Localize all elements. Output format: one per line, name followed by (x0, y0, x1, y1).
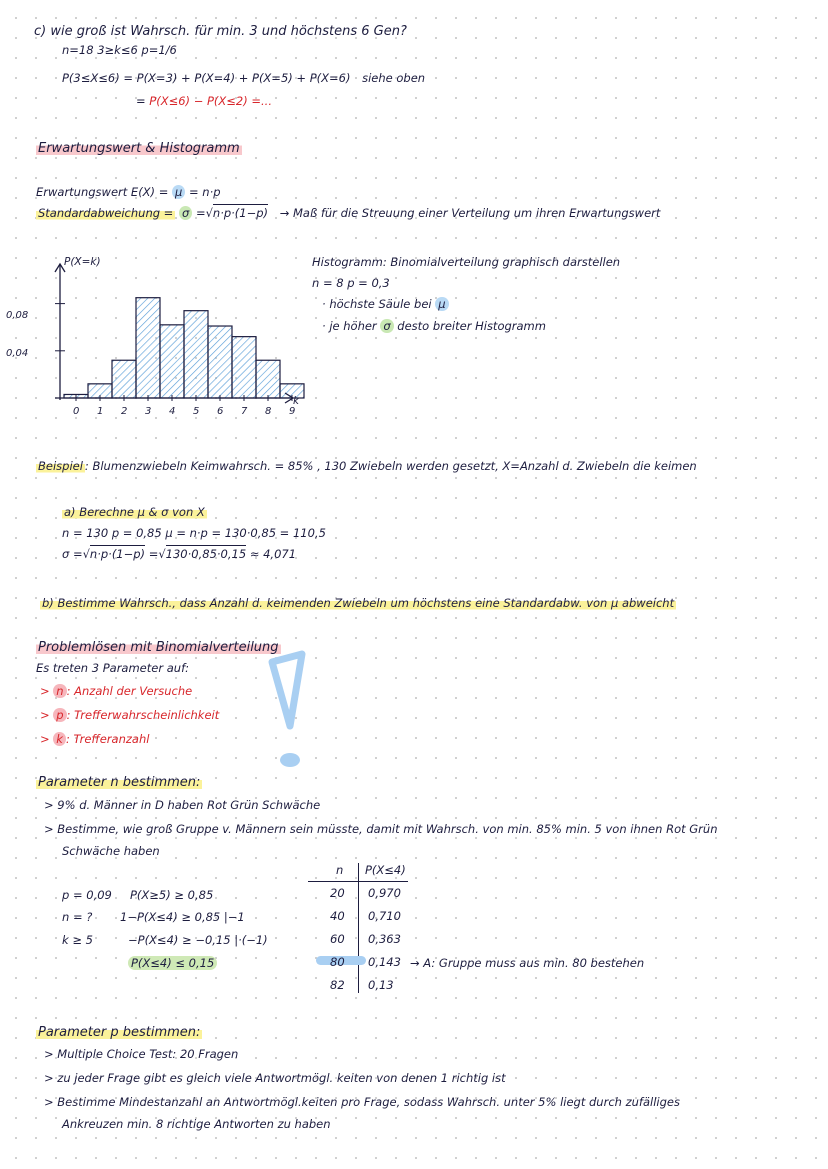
param-item-k: > k : Trefferanzahl (40, 732, 150, 746)
given-p: p = 0,09 (62, 888, 112, 902)
table-answer: → A: Gruppe muss aus min. 80 bestehen (410, 956, 645, 970)
mu-symbol: μ (172, 185, 185, 199)
param-item-p: > p : Trefferwahrscheinlichkeit (40, 708, 220, 722)
hist-bar-8 (256, 360, 280, 398)
param-item-n: > n : Anzahl der Versuche (40, 684, 193, 698)
mu-symbol-2: μ (435, 297, 448, 311)
param-n-b2-cont: Schwäche haben (62, 844, 160, 858)
table-cell-p: 0,970 (368, 886, 401, 900)
x-tick-label: 5 (193, 406, 200, 417)
table-divider (358, 863, 359, 993)
x-tick-label: 0 (73, 406, 80, 417)
table-cell-n: 82 (330, 978, 345, 992)
a-root-2: 130·0,85·0,15 (165, 547, 247, 561)
param-p-b3: > Bestimme Mindestanzahl an Antwortmögl.keiten pro Frage, sodass Wahrsch. unter 5% liegt durch zufälliges (44, 1095, 680, 1109)
a-line-1: n = 130 p = 0,85 μ = n·p = 130·0,85 = 110,5 (62, 526, 326, 540)
x-tick-label: 7 (241, 406, 248, 417)
ineq-4: P(X≤4) ≤ 0,15 (128, 957, 217, 971)
param-p-b3-cont: Ankreuzen min. 8 richtige Antworten zu haben (62, 1117, 331, 1131)
given-n: n = ? (62, 910, 93, 924)
hist-bar-5 (184, 311, 208, 398)
table-cell-n: 60 (330, 932, 345, 946)
x-tick-label: 1 (97, 406, 104, 417)
param-p-b2: > zu jeder Frage gibt es gleich viele Antwortmögl. keiten von denen 1 richtig ist (44, 1071, 506, 1085)
hist-note-2-pre: je höher (329, 319, 377, 333)
sigma-symbol: σ (179, 206, 192, 220)
hist-note-1-text: höchste Säule bei (329, 297, 432, 311)
hist-bar-6 (208, 326, 232, 398)
sd-formula: n·p·(1−p) (212, 206, 269, 220)
hist-notes-title: Histogramm: Binomialverteilung graphisch darstellen (312, 255, 621, 269)
ytick-008: 0,08 (6, 310, 29, 321)
problem-heading: Problemlösen mit Binomialverteilung (38, 640, 279, 655)
diff-formula: P(X≤6) − P(X≤2) =... (149, 94, 272, 108)
histogram-bars (64, 298, 304, 398)
param-n-b2: > Bestimme, wie groß Gruppe v. Männern sein müsste, damit mit Wahrsch. von min. 85% min. 5 von ihnen Rot Grün (44, 822, 718, 836)
params-c: n=18 3≥k≤6 p=1/6 (62, 43, 177, 57)
x-tick-label: 4 (169, 406, 176, 417)
heading-erwartungswert: Erwartungswert & Histogramm (38, 141, 240, 156)
hist-notes-params: n = 8 p = 0,3 (312, 276, 390, 290)
sd-line: Standardabweichung = σ =√n·p·(1−p) → Maß für die Streuung einer Verteilung um ihren Erwartungswert (38, 206, 661, 220)
sigma-symbol-2: σ (380, 319, 393, 333)
hist-bar-2 (112, 360, 136, 398)
table-cell-p: 0,363 (368, 932, 401, 946)
table-cell-p: 0,143 (368, 955, 401, 969)
table-head-n: n (336, 863, 344, 877)
diff-eq: = (136, 94, 146, 108)
sd-arrow-note: → Maß für die Streuung einer Verteilung um ihren Erwartungswert (279, 206, 661, 220)
a-sigma-eq: σ = (62, 547, 83, 561)
param-n-b1: > 9% d. Männer in D haben Rot Grün Schwäche (44, 798, 321, 812)
table-cell-n: 40 (330, 909, 345, 923)
ew-label: Erwartungswert E(X) = (36, 185, 169, 199)
table-head-p: P(X≤4) (365, 863, 406, 877)
beispiel-line (36, 460, 697, 474)
x-tick-label: 8 (265, 406, 272, 417)
table-cell-p: 0,13 (368, 978, 394, 992)
question-c: c) wie groß ist Wahrsch. für min. 3 und höchstens 6 Gen? (34, 24, 407, 39)
x-tick-label: 6 (217, 406, 224, 417)
hist-note-2-post: desto breiter Histogramm (397, 319, 546, 333)
beispiel-label: Beispiel (38, 459, 83, 473)
table-cell-n: 20 (330, 886, 345, 900)
ineq-2: 1−P(X≤4) ≥ 0,85 |−1 (120, 910, 245, 924)
sd-label: Standardabweichung = (38, 206, 174, 220)
sum-note: siehe oben (362, 71, 426, 85)
hist-xlabel: k (293, 395, 300, 407)
sum-lhs: P(3≤X≤6) = P(X=3) + P(X=4) + P(X=5) + P(X=6) (62, 71, 351, 85)
a-mid-eq: = (148, 547, 159, 561)
ew-formula: = n·p (188, 185, 221, 199)
hist-ylabel: P(X=k) (64, 256, 101, 268)
hist-note-1: · höchste Säule bei μ (322, 298, 449, 312)
given-k: k ≥ 5 (62, 933, 93, 947)
question-a: a) Berechne μ & σ von X (64, 505, 205, 519)
a-line-2: σ =√n·p·(1−p) =√130·0,85·0,15 ≈ 4,071 (62, 547, 297, 561)
ytick-004: 0,04 (6, 348, 29, 359)
param-p-heading: Parameter p bestimmen: (38, 1025, 201, 1040)
beispiel-text: : Blumenzwiebeln Keimwahrsch. = 85% , 130 Zwiebeln werden gesetzt, X=Anzahl d. Zwiebeln die keimen (84, 459, 697, 473)
ineq-3: −P(X≤4) ≥ −0,15 |·(−1) (128, 933, 268, 947)
hist-bar-7 (232, 337, 256, 398)
problem-intro: Es treten 3 Parameter auf: (36, 661, 189, 675)
hist-bar-3 (136, 298, 160, 398)
table-cell-p: 0,710 (368, 909, 401, 923)
hist-note-2: · je höher σ desto breiter Histogramm (322, 319, 546, 333)
question-b: b) Bestimme Wahrsch., dass Anzahl d. keimenden Zwiebeln um höchstens eine Standardabw. von μ abweicht (42, 596, 675, 610)
a-root-1: n·p·(1−p) (89, 547, 146, 561)
hist-bar-4 (160, 325, 184, 398)
x-tick-label: 9 (289, 406, 296, 417)
param-p-b1: > Multiple Choice Test: 20 Fragen (44, 1047, 239, 1061)
x-tick-label: 3 (145, 406, 152, 417)
ineq-1: P(X≥5) ≥ 0,85 (130, 888, 214, 902)
sd-eq: = (195, 206, 206, 220)
x-tick-label: 2 (121, 406, 128, 417)
table-header-rule (308, 881, 408, 882)
table-cell-n: 80 (330, 955, 345, 969)
param-n-heading: Parameter n bestimmen: (38, 775, 201, 790)
a-result: ≈ 4,071 (249, 547, 297, 561)
